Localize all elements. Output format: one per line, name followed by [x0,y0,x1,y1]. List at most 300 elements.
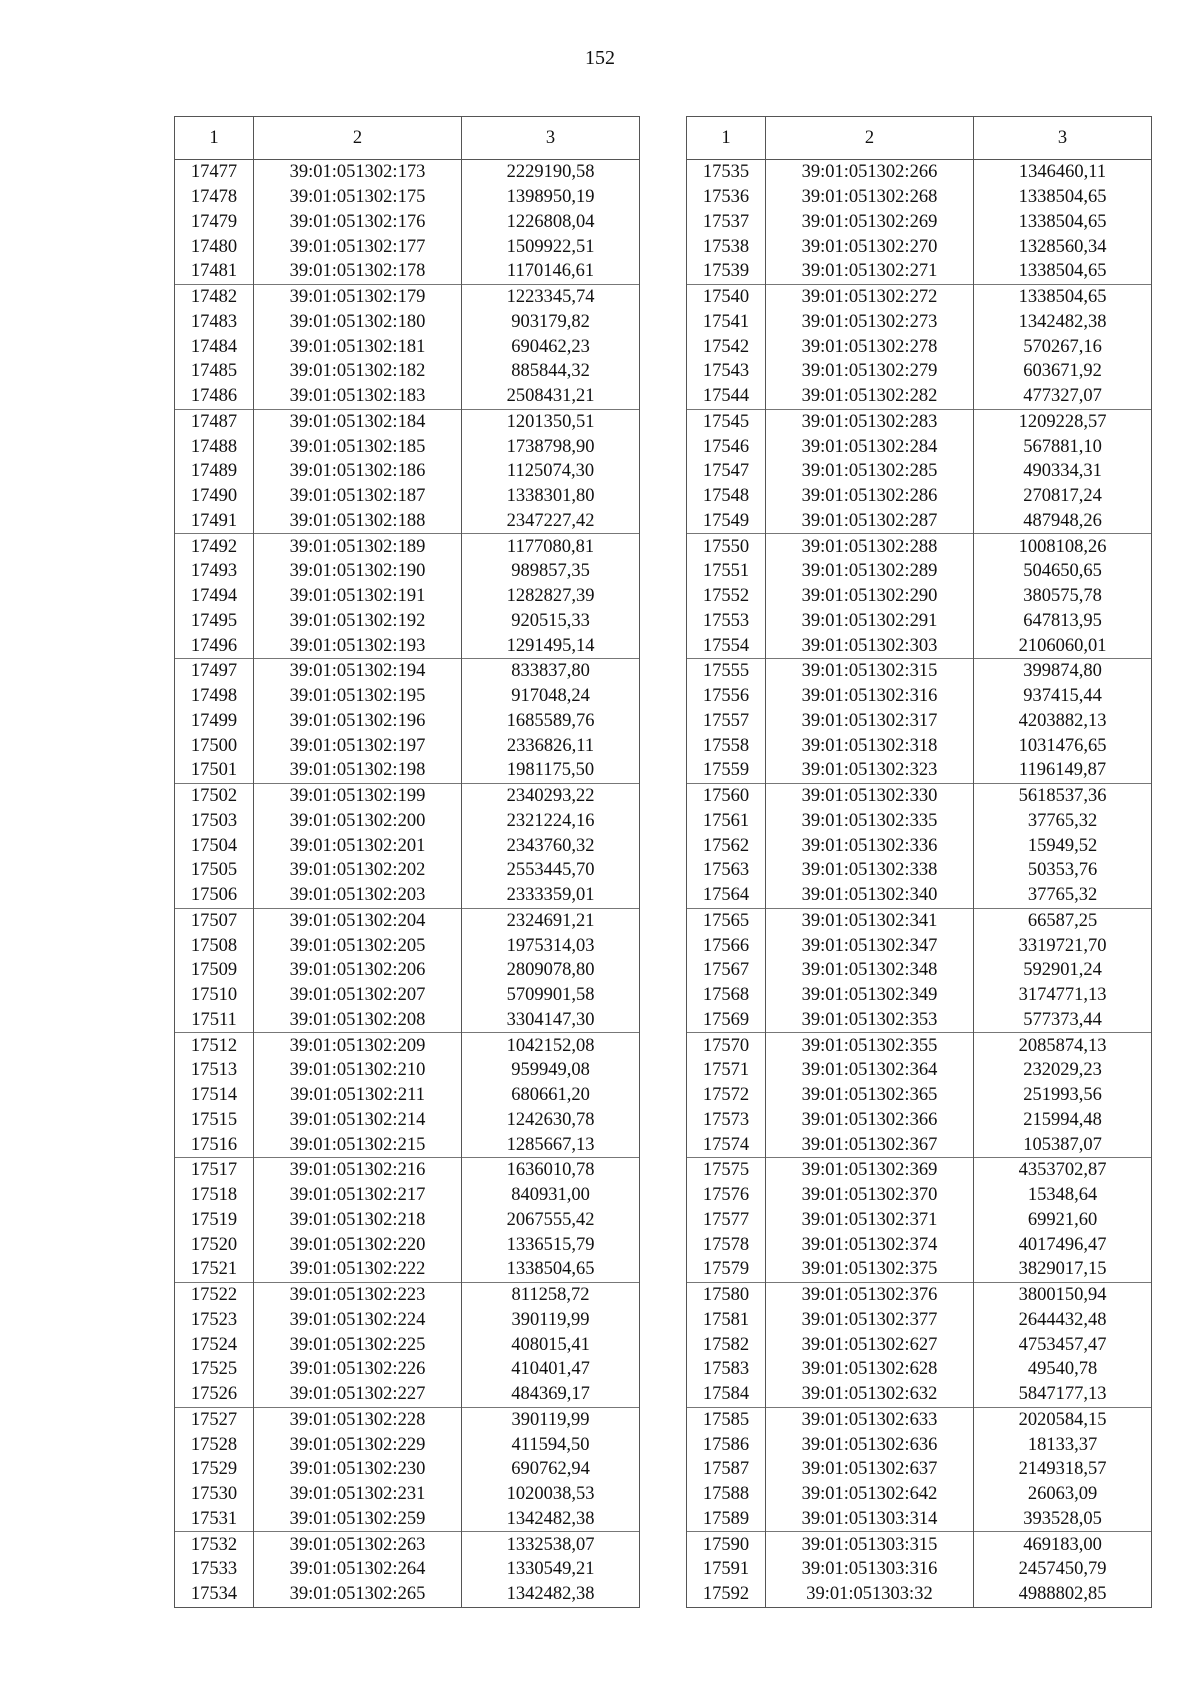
cadastral-number-cell: 39:01:051302:627 [766,1332,974,1357]
value-cell: 487948,26 [974,509,1152,534]
row-number-cell: 17526 [175,1382,254,1407]
value-cell: 484369,17 [462,1382,640,1407]
row-number-cell: 17503 [175,809,254,834]
table-row [175,1432,640,1457]
value-cell: 69921,60 [974,1208,1152,1233]
header-row [687,117,1152,160]
table-row [175,783,640,808]
row-number-cell: 17527 [175,1407,254,1432]
row-number-cell: 17564 [687,883,766,908]
value-cell: 592901,24 [974,958,1152,983]
table-row [175,1132,640,1157]
table-row [687,709,1152,734]
cadastral-number-cell: 39:01:051302:202 [254,858,462,883]
cadastral-number-cell: 39:01:051302:636 [766,1432,974,1457]
value-cell: 49540,78 [974,1357,1152,1382]
row-number-cell: 17509 [175,958,254,983]
value-cell: 2067555,42 [462,1208,640,1233]
cadastral-number-cell: 39:01:051302:369 [766,1158,974,1183]
row-number-cell: 17576 [687,1183,766,1208]
cadastral-number-cell: 39:01:051302:209 [254,1033,462,1058]
value-cell: 1738798,90 [462,434,640,459]
cadastral-number-cell: 39:01:051302:204 [254,908,462,933]
table-row [687,1382,1152,1407]
row-number-cell: 17483 [175,310,254,335]
table-row [175,1482,640,1507]
header-row [175,117,640,160]
row-number-cell: 17582 [687,1332,766,1357]
value-cell: 1975314,03 [462,933,640,958]
row-number-cell: 17552 [687,584,766,609]
value-cell: 1031476,65 [974,733,1152,758]
table-row [687,259,1152,284]
table-row [687,1108,1152,1133]
value-cell: 1636010,78 [462,1158,640,1183]
cadastral-number-cell: 39:01:051302:210 [254,1058,462,1083]
row-number-cell: 17543 [687,359,766,384]
cadastral-number-cell: 39:01:051302:637 [766,1457,974,1482]
row-number-cell: 17562 [687,833,766,858]
table-row [687,983,1152,1008]
cadastral-number-cell: 39:01:051302:282 [766,384,974,409]
cadastral-number-cell: 39:01:051302:285 [766,459,974,484]
value-cell: 680661,20 [462,1083,640,1108]
value-cell: 577373,44 [974,1008,1152,1033]
value-cell: 1008108,26 [974,534,1152,559]
row-number-cell: 17586 [687,1432,766,1457]
cadastral-number-cell: 39:01:051303:315 [766,1532,974,1557]
cadastral-number-cell: 39:01:051302:199 [254,783,462,808]
cadastral-number-cell: 39:01:051302:220 [254,1232,462,1257]
cadastral-number-cell: 39:01:051302:370 [766,1183,974,1208]
value-cell: 833837,80 [462,659,640,684]
value-cell: 2553445,70 [462,858,640,883]
value-cell: 1170146,61 [462,259,640,284]
value-cell: 3174771,13 [974,983,1152,1008]
value-cell: 567881,10 [974,434,1152,459]
value-cell: 1342482,38 [462,1507,640,1532]
value-cell: 251993,56 [974,1083,1152,1108]
cadastral-number-cell: 39:01:051302:200 [254,809,462,834]
row-number-cell: 17571 [687,1058,766,1083]
cadastral-number-cell: 39:01:051302:286 [766,484,974,509]
row-number-cell: 17512 [175,1033,254,1058]
value-cell: 408015,41 [462,1332,640,1357]
table-row [687,1033,1152,1058]
cadastral-number-cell: 39:01:051302:198 [254,758,462,783]
cadastral-number-cell: 39:01:051302:263 [254,1532,462,1557]
value-cell: 2347227,42 [462,509,640,534]
value-cell: 18133,37 [974,1432,1152,1457]
value-cell: 690462,23 [462,334,640,359]
table-row [687,234,1152,259]
row-number-cell: 17525 [175,1357,254,1382]
table-row [687,359,1152,384]
cadastral-number-cell: 39:01:051302:207 [254,983,462,1008]
cadastral-number-cell: 39:01:051302:284 [766,434,974,459]
value-cell: 2333359,01 [462,883,640,908]
row-number-cell: 17489 [175,459,254,484]
cadastral-number-cell: 39:01:051302:201 [254,833,462,858]
row-number-cell: 17578 [687,1232,766,1257]
row-number-cell: 17539 [687,259,766,284]
value-cell: 232029,23 [974,1058,1152,1083]
table-row [175,709,640,734]
row-number-cell: 17554 [687,633,766,658]
value-cell: 1223345,74 [462,284,640,309]
table-row [175,609,640,634]
table-row [175,1357,640,1382]
row-number-cell: 17507 [175,908,254,933]
row-number-cell: 17546 [687,434,766,459]
row-number-cell: 17545 [687,409,766,434]
table-row [687,584,1152,609]
value-cell: 570267,16 [974,334,1152,359]
value-cell: 603671,92 [974,359,1152,384]
table-row [175,434,640,459]
cadastral-number-cell: 39:01:051302:223 [254,1282,462,1307]
cadastral-number-cell: 39:01:051302:183 [254,384,462,409]
table-row [175,883,640,908]
cadastral-number-cell: 39:01:051302:628 [766,1357,974,1382]
row-number-cell: 17553 [687,609,766,634]
value-cell: 215994,48 [974,1108,1152,1133]
table-row [175,1332,640,1357]
row-number-cell: 17581 [687,1308,766,1333]
value-cell: 4203882,13 [974,709,1152,734]
table-row [687,210,1152,235]
row-number-cell: 17563 [687,858,766,883]
row-number-cell: 17515 [175,1108,254,1133]
cadastral-number-cell: 39:01:051302:355 [766,1033,974,1058]
row-number-cell: 17485 [175,359,254,384]
header-col-3: 3 [974,117,1152,160]
cadastral-number-cell: 39:01:051302:348 [766,958,974,983]
row-number-cell: 17494 [175,584,254,609]
cadastral-number-cell: 39:01:051302:353 [766,1008,974,1033]
cadastral-number-cell: 39:01:051302:268 [766,185,974,210]
row-number-cell: 17533 [175,1557,254,1582]
row-number-cell: 17591 [687,1557,766,1582]
row-number-cell: 17529 [175,1457,254,1482]
row-number-cell: 17579 [687,1257,766,1282]
value-cell: 5847177,13 [974,1382,1152,1407]
value-cell: 1338504,65 [974,210,1152,235]
row-number-cell: 17490 [175,484,254,509]
value-cell: 1177080,81 [462,534,640,559]
cadastral-number-cell: 39:01:051302:225 [254,1332,462,1357]
cadastral-number-cell: 39:01:051302:336 [766,833,974,858]
value-cell: 959949,08 [462,1058,640,1083]
page-number: 152 [585,47,615,69]
value-cell: 37765,32 [974,809,1152,834]
value-cell: 917048,24 [462,684,640,709]
table-row [687,185,1152,210]
cadastral-number-cell: 39:01:051302:374 [766,1232,974,1257]
table-row [175,1033,640,1058]
row-number-cell: 17517 [175,1158,254,1183]
cadastral-number-cell: 39:01:051302:211 [254,1083,462,1108]
cadastral-number-cell: 39:01:051302:349 [766,983,974,1008]
value-cell: 903179,82 [462,310,640,335]
table-row [687,633,1152,658]
row-number-cell: 17499 [175,709,254,734]
row-number-cell: 17518 [175,1183,254,1208]
cadastral-number-cell: 39:01:051302:214 [254,1108,462,1133]
cadastral-number-cell: 39:01:051302:365 [766,1083,974,1108]
cadastral-number-cell: 39:01:051302:191 [254,584,462,609]
cadastral-number-cell: 39:01:051302:289 [766,559,974,584]
value-cell: 1125074,30 [462,459,640,484]
row-number-cell: 17551 [687,559,766,584]
table-row [175,1158,640,1183]
cadastral-number-cell: 39:01:051302:222 [254,1257,462,1282]
value-cell: 2809078,80 [462,958,640,983]
right-table [686,116,1152,1608]
value-cell: 105387,07 [974,1132,1152,1157]
row-number-cell: 17481 [175,259,254,284]
row-number-cell: 17500 [175,733,254,758]
table-row [687,733,1152,758]
value-cell: 3304147,30 [462,1008,640,1033]
row-number-cell: 17588 [687,1482,766,1507]
value-cell: 4017496,47 [974,1232,1152,1257]
table-row [687,809,1152,834]
table-row [687,1183,1152,1208]
table-row [175,1183,640,1208]
value-cell: 2343760,32 [462,833,640,858]
cadastral-number-cell: 39:01:051302:335 [766,809,974,834]
value-cell: 477327,07 [974,384,1152,409]
row-number-cell: 17569 [687,1008,766,1033]
row-number-cell: 17592 [687,1582,766,1607]
value-cell: 5709901,58 [462,983,640,1008]
cadastral-number-cell: 39:01:051302:195 [254,684,462,709]
value-cell: 1282827,39 [462,584,640,609]
table-row [175,459,640,484]
value-cell: 1209228,57 [974,409,1152,434]
table-row [687,1008,1152,1033]
cadastral-number-cell: 39:01:051302:633 [766,1407,974,1432]
row-number-cell: 17519 [175,1208,254,1233]
value-cell: 2336826,11 [462,733,640,758]
row-number-cell: 17585 [687,1407,766,1432]
header-col-1: 1 [175,117,254,160]
value-cell: 1226808,04 [462,210,640,235]
table-row [175,234,640,259]
cadastral-number-cell: 39:01:051302:182 [254,359,462,384]
table-row [687,1357,1152,1382]
value-cell: 1042152,08 [462,1033,640,1058]
cadastral-number-cell: 39:01:051302:288 [766,534,974,559]
value-cell: 504650,65 [974,559,1152,584]
cadastral-number-cell: 39:01:051302:642 [766,1482,974,1507]
value-cell: 270817,24 [974,484,1152,509]
row-number-cell: 17479 [175,210,254,235]
table-row [687,883,1152,908]
cadastral-number-cell: 39:01:051302:259 [254,1507,462,1532]
cadastral-number-cell: 39:01:051302:269 [766,210,974,235]
table-row [175,1407,640,1432]
row-number-cell: 17492 [175,534,254,559]
cadastral-number-cell: 39:01:051303:32 [766,1582,974,1607]
value-cell: 2324691,21 [462,908,640,933]
table-row [175,1108,640,1133]
table-row [175,1058,640,1083]
table-row [687,933,1152,958]
row-number-cell: 17478 [175,185,254,210]
cadastral-number-cell: 39:01:051302:283 [766,409,974,434]
table-row [175,1208,640,1233]
table-row [175,684,640,709]
cadastral-number-cell: 39:01:051302:291 [766,609,974,634]
value-cell: 647813,95 [974,609,1152,634]
row-number-cell: 17549 [687,509,766,534]
table-row [175,1232,640,1257]
cadastral-number-cell: 39:01:051302:230 [254,1457,462,1482]
value-cell: 380575,78 [974,584,1152,609]
cadastral-number-cell: 39:01:051302:231 [254,1482,462,1507]
cadastral-number-cell: 39:01:051302:632 [766,1382,974,1407]
header-col-1: 1 [687,117,766,160]
row-number-cell: 17491 [175,509,254,534]
table-row [687,1257,1152,1282]
cadastral-number-cell: 39:01:051302:323 [766,758,974,783]
row-number-cell: 17568 [687,983,766,1008]
value-cell: 4988802,85 [974,1582,1152,1607]
row-number-cell: 17538 [687,234,766,259]
table-row [175,809,640,834]
cadastral-number-cell: 39:01:051302:177 [254,234,462,259]
table-row [175,1008,640,1033]
cadastral-number-cell: 39:01:051302:375 [766,1257,974,1282]
value-cell: 393528,05 [974,1507,1152,1532]
table-row [687,1457,1152,1482]
cadastral-number-cell: 39:01:051302:206 [254,958,462,983]
table-row [175,484,640,509]
row-number-cell: 17537 [687,210,766,235]
table-row [175,633,640,658]
cadastral-number-cell: 39:01:051302:366 [766,1108,974,1133]
table-row [175,1582,640,1607]
cadastral-number-cell: 39:01:051302:194 [254,659,462,684]
table-row [687,1083,1152,1108]
row-number-cell: 17577 [687,1208,766,1233]
value-cell: 1398950,19 [462,185,640,210]
table-row [175,559,640,584]
value-cell: 885844,32 [462,359,640,384]
cadastral-number-cell: 39:01:051302:273 [766,310,974,335]
table-row [687,1308,1152,1333]
value-cell: 1342482,38 [462,1582,640,1607]
value-cell: 15348,64 [974,1183,1152,1208]
table-row [687,284,1152,309]
table-row [687,484,1152,509]
row-number-cell: 17502 [175,783,254,808]
row-number-cell: 17511 [175,1008,254,1033]
value-cell: 1338504,65 [974,259,1152,284]
cadastral-number-cell: 39:01:051302:188 [254,509,462,534]
cadastral-number-cell: 39:01:051302:341 [766,908,974,933]
value-cell: 1291495,14 [462,633,640,658]
row-number-cell: 17541 [687,310,766,335]
row-number-cell: 17488 [175,434,254,459]
cadastral-number-cell: 39:01:051302:377 [766,1308,974,1333]
cadastral-number-cell: 39:01:051302:186 [254,459,462,484]
table-row [687,1507,1152,1532]
value-cell: 4753457,47 [974,1332,1152,1357]
table-row [687,659,1152,684]
table-row [687,534,1152,559]
value-cell: 811258,72 [462,1282,640,1307]
table-row [175,359,640,384]
value-cell: 1020038,53 [462,1482,640,1507]
cadastral-number-cell: 39:01:051302:180 [254,310,462,335]
row-number-cell: 17480 [175,234,254,259]
value-cell: 2340293,22 [462,783,640,808]
row-number-cell: 17530 [175,1482,254,1507]
value-cell: 390119,99 [462,1308,640,1333]
table-row [175,858,640,883]
value-cell: 15949,52 [974,833,1152,858]
table-row [687,1058,1152,1083]
row-number-cell: 17570 [687,1033,766,1058]
table-row [687,1557,1152,1582]
row-number-cell: 17504 [175,833,254,858]
cadastral-number-cell: 39:01:051302:226 [254,1357,462,1382]
row-number-cell: 17493 [175,559,254,584]
value-cell: 2020584,15 [974,1407,1152,1432]
value-cell: 2085874,13 [974,1033,1152,1058]
cadastral-number-cell: 39:01:051302:179 [254,284,462,309]
table-row [687,758,1152,783]
value-cell: 3800150,94 [974,1282,1152,1307]
table-row [175,1257,640,1282]
table-row [687,1482,1152,1507]
table-row [175,284,640,309]
table-row [175,210,640,235]
cadastral-number-cell: 39:01:051302:228 [254,1407,462,1432]
row-number-cell: 17506 [175,883,254,908]
value-cell: 2457450,79 [974,1557,1152,1582]
row-number-cell: 17584 [687,1382,766,1407]
cadastral-number-cell: 39:01:051302:278 [766,334,974,359]
row-number-cell: 17547 [687,459,766,484]
row-number-cell: 17575 [687,1158,766,1183]
row-number-cell: 17513 [175,1058,254,1083]
value-cell: 1328560,34 [974,234,1152,259]
value-cell: 1981175,50 [462,758,640,783]
table-row [687,1532,1152,1557]
table-row [175,1557,640,1582]
cadastral-number-cell: 39:01:051302:208 [254,1008,462,1033]
table-row [687,559,1152,584]
value-cell: 1338504,65 [462,1257,640,1282]
row-number-cell: 17514 [175,1083,254,1108]
row-number-cell: 17567 [687,958,766,983]
table-row [175,185,640,210]
table-row [687,858,1152,883]
row-number-cell: 17555 [687,659,766,684]
row-number-cell: 17589 [687,1507,766,1532]
table-row [687,160,1152,185]
table-row [175,534,640,559]
table-row [175,733,640,758]
header-col-2: 2 [766,117,974,160]
cadastral-number-cell: 39:01:051302:338 [766,858,974,883]
table-row [175,908,640,933]
cadastral-number-cell: 39:01:051302:347 [766,933,974,958]
